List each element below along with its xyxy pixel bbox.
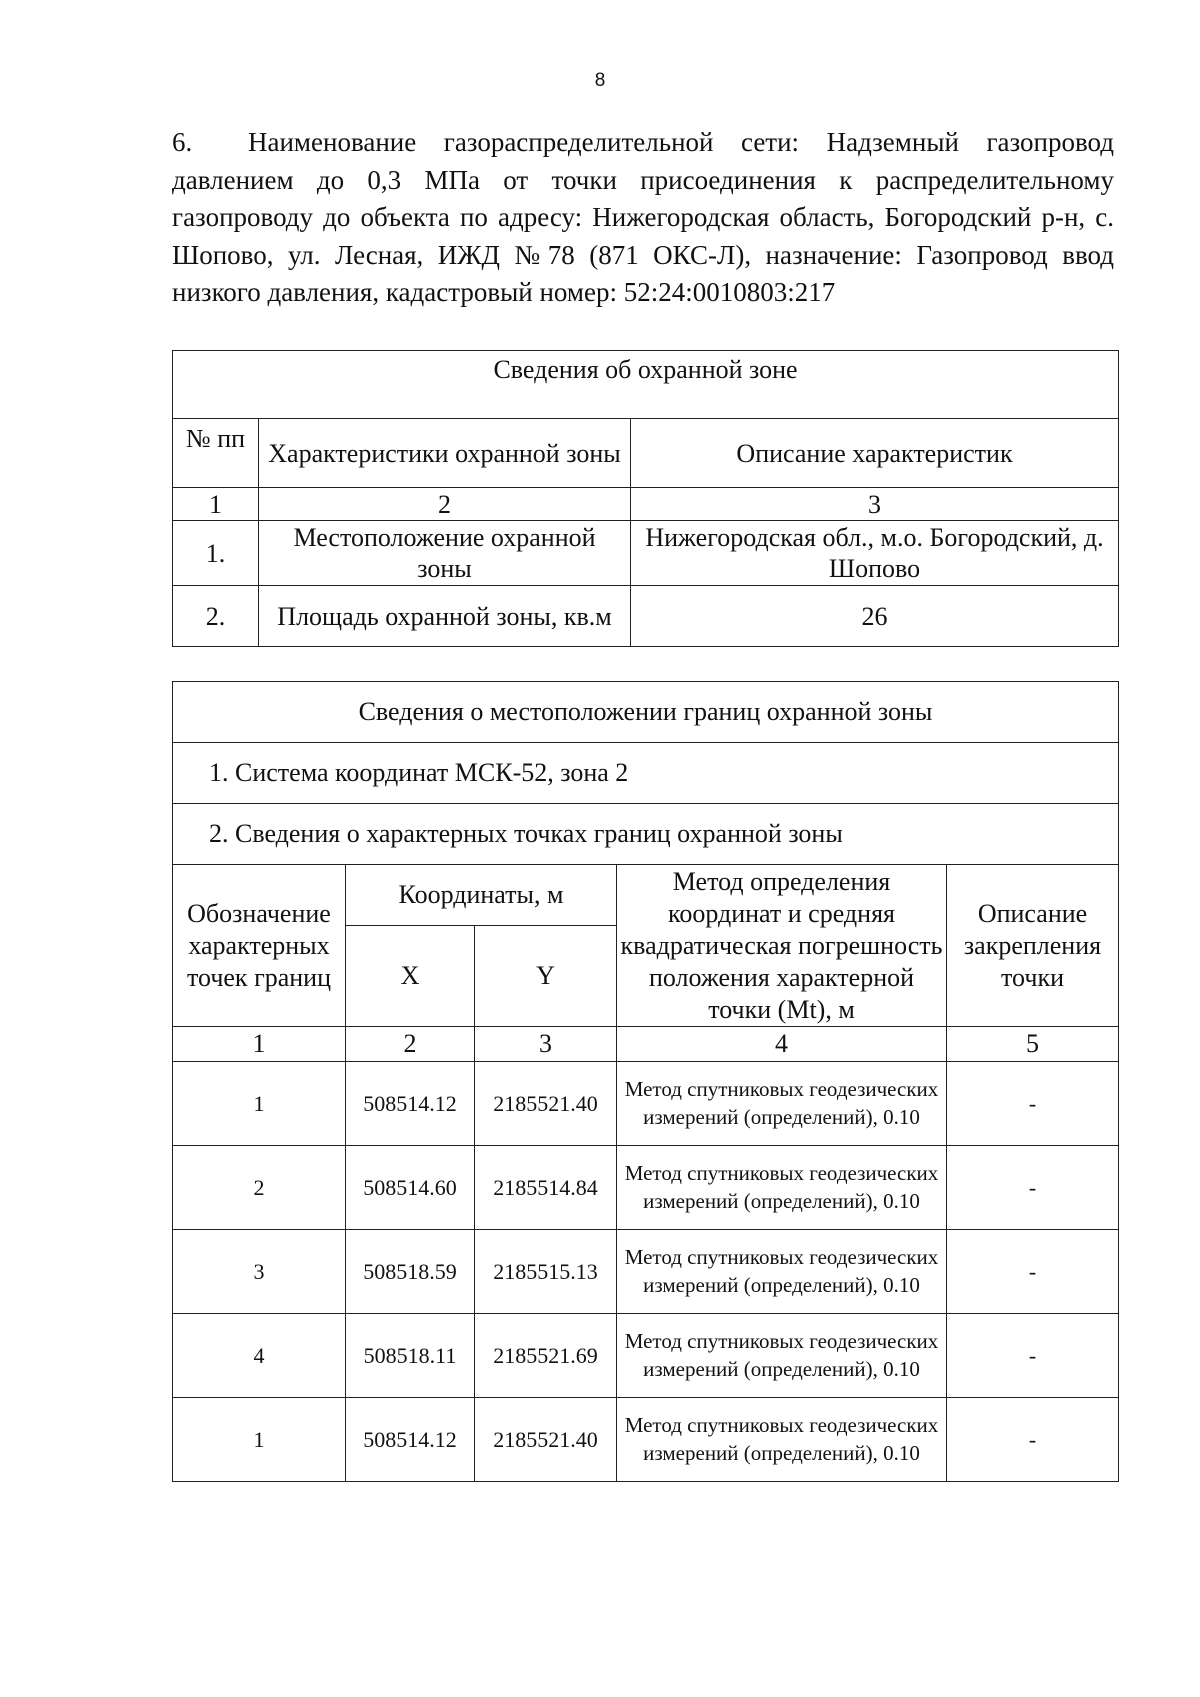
- point-fixing: -: [947, 1398, 1119, 1482]
- coordinate-system: 1. Система координат МСК-52, зона 2: [173, 743, 1119, 804]
- section-paragraph: [172, 124, 1114, 312]
- point-method: Метод спутниковых геодезических измерений (определений), 0.10: [617, 1314, 947, 1398]
- section-text: Наименование газораспределительной сети: Надземный газопровод давлением до 0,3 МПа от точки присоединения к распределительному газопроводу до объекта по адресу: Нижегородская область, Богородский р-н, с. Шопово, ул. Лесная, ИЖД №78 (871 ОКС-Л), назначение: Газопровод ввод низкого давления, кадастровый номер: 52:24:0010803:217: [172, 127, 1114, 307]
- table-row: [173, 1398, 1119, 1482]
- page-number: 8: [594, 70, 606, 91]
- table-row: [173, 586, 1119, 647]
- point-x: 508518.59: [346, 1230, 475, 1314]
- point-y: 2185521.40: [475, 1398, 617, 1482]
- table-row: [173, 1062, 1119, 1146]
- point-id: 1: [173, 1398, 346, 1482]
- point-y: 2185521.40: [475, 1062, 617, 1146]
- header-coordinates: Координаты, м: [346, 865, 617, 926]
- point-id: 1: [173, 1062, 346, 1146]
- row-characteristic: Площадь охранной зоны, кв.м: [259, 586, 631, 647]
- point-y: 2185521.69: [475, 1314, 617, 1398]
- point-method: Метод спутниковых геодезических измерений (определений), 0.10: [617, 1230, 947, 1314]
- table-row: [173, 1314, 1119, 1398]
- index-cell: 3: [631, 488, 1119, 521]
- header-num: № пп: [173, 419, 259, 488]
- point-x: 508518.11: [346, 1314, 475, 1398]
- protection-zone-table: [172, 350, 1119, 647]
- table-row: [173, 521, 1119, 586]
- header-characteristic: Характеристики охранной зоны: [259, 419, 631, 488]
- row-characteristic: Местоположение охранной зоны: [259, 521, 631, 586]
- index-cell: 2: [346, 1027, 475, 1062]
- point-y: 2185514.84: [475, 1146, 617, 1230]
- header-fixing: Описание закрепления точки: [947, 865, 1119, 1027]
- point-id: 3: [173, 1230, 346, 1314]
- point-id: 2: [173, 1146, 346, 1230]
- point-id: 4: [173, 1314, 346, 1398]
- index-cell: 2: [259, 488, 631, 521]
- header-designation: Обозначение характерных точек границ: [173, 865, 346, 1027]
- point-x: 508514.60: [346, 1146, 475, 1230]
- point-x: 508514.12: [346, 1398, 475, 1482]
- index-cell: 4: [617, 1027, 947, 1062]
- header-y: Y: [475, 926, 617, 1027]
- header-method: Метод определения координат и средняя квадратическая погрешность положения характерной точки (Mt), м: [617, 865, 947, 1027]
- point-fixing: -: [947, 1230, 1119, 1314]
- bounds-table-title: Сведения о местоположении границ охранной зоны: [173, 682, 1119, 743]
- point-fixing: -: [947, 1062, 1119, 1146]
- header-x: X: [346, 926, 475, 1027]
- index-cell: 3: [475, 1027, 617, 1062]
- point-fixing: -: [947, 1146, 1119, 1230]
- point-method: Метод спутниковых геодезических измерений (определений), 0.10: [617, 1062, 947, 1146]
- point-method: Метод спутниковых геодезических измерений (определений), 0.10: [617, 1146, 947, 1230]
- row-num: 2.: [173, 586, 259, 647]
- table-row: [173, 1146, 1119, 1230]
- points-section-title: 2. Сведения о характерных точках границ охранной зоны: [173, 804, 1119, 865]
- index-cell: 1: [173, 488, 259, 521]
- zone-table-title: Сведения об охранной зоне: [173, 351, 1119, 419]
- point-x: 508514.12: [346, 1062, 475, 1146]
- table-row: [173, 1230, 1119, 1314]
- header-description: Описание характеристик: [631, 419, 1119, 488]
- row-num: 1.: [173, 521, 259, 586]
- index-cell: 5: [947, 1027, 1119, 1062]
- index-cell: 1: [173, 1027, 346, 1062]
- section-number: 6.: [172, 127, 193, 157]
- row-description: Нижегородская обл., м.о. Богородский, д. Шопово: [631, 521, 1119, 586]
- boundary-points-table: [172, 681, 1119, 1482]
- point-method: Метод спутниковых геодезических измерений (определений), 0.10: [617, 1398, 947, 1482]
- row-description: 26: [631, 586, 1119, 647]
- point-y: 2185515.13: [475, 1230, 617, 1314]
- point-fixing: -: [947, 1314, 1119, 1398]
